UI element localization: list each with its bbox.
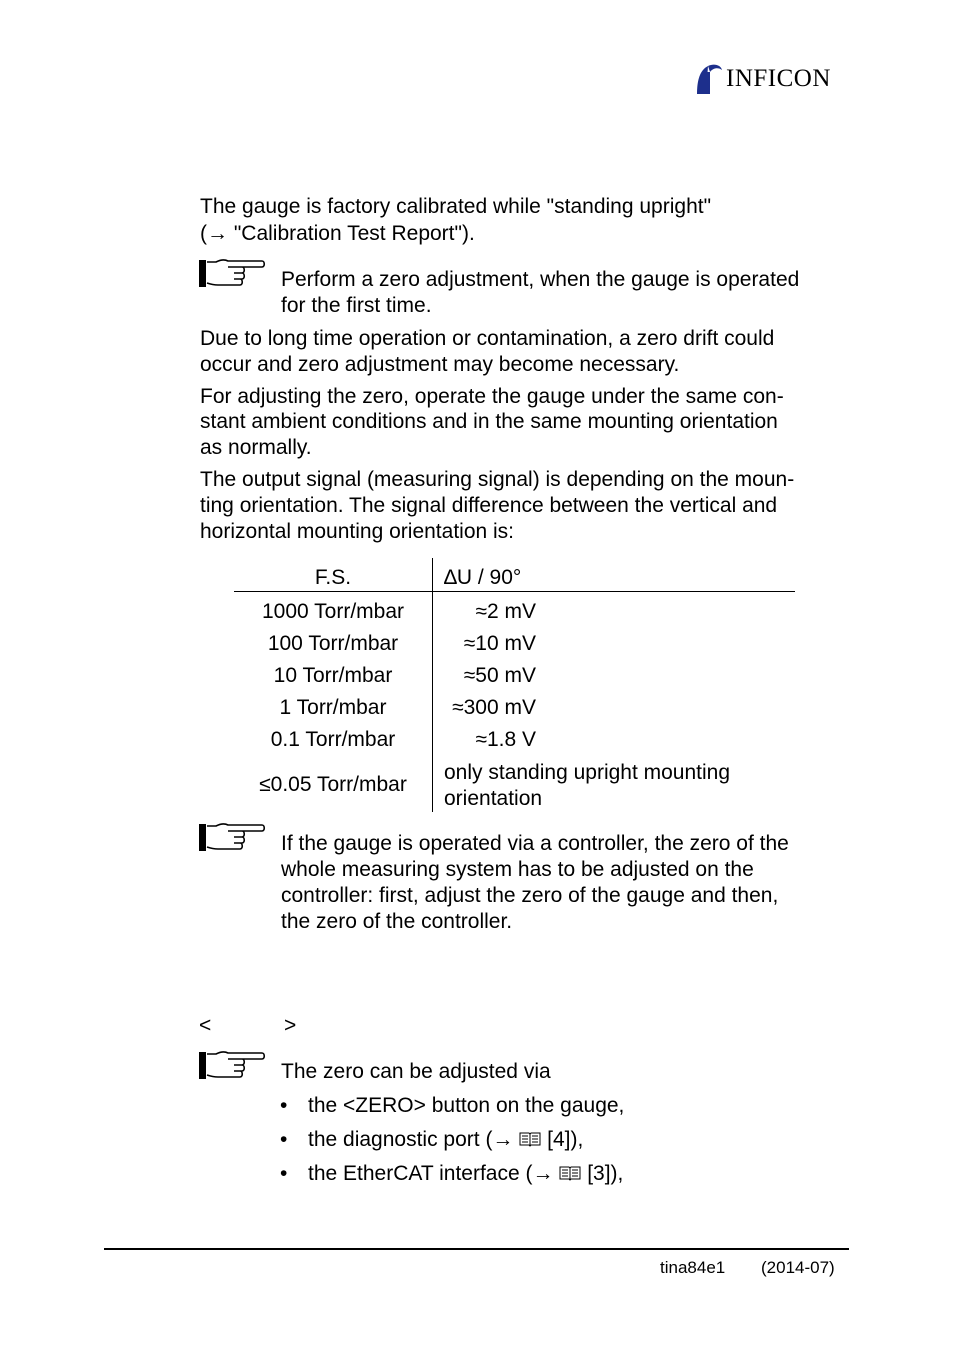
pointing-hand-icon [198, 1050, 266, 1082]
bullet-diagnostic-port [308, 1127, 583, 1153]
para2-line-1: For adjusting the zero, operate the gauge under the same con- [200, 385, 784, 408]
table-header-fs: F.S. [314, 566, 352, 589]
table-cell-du-0-05-line-1: only standing upright mounting [444, 761, 731, 784]
book-icon [559, 1165, 581, 1181]
logo-wordmark: INFICON [726, 65, 831, 92]
para3-line-2: ting orientation. The signal difference between the vertical and [200, 494, 778, 517]
table-column-divider [432, 558, 433, 812]
note2-line-1: If the gauge is operated via a controller, the zero of the [281, 832, 789, 855]
para1-line-1: Due to long time operation or contamination, a zero drift could [200, 327, 775, 350]
note2-line-4: the zero of the controller. [281, 910, 513, 933]
bullet-ethercat-text: the EtherCAT interface (→ [308, 1162, 554, 1185]
footer-doc-id: tina84e1 [660, 1258, 726, 1277]
bullet-symbol: • [280, 1094, 288, 1117]
table-cell-du-1: ≈300 mV [452, 696, 536, 719]
para2-line-3: as normally. [200, 436, 312, 459]
bullet-ethercat-ref: [3]), [587, 1162, 624, 1185]
para3-line-3: horizontal mounting orientation is: [200, 520, 515, 543]
note1-line-1: Perform a zero adjustment, when the gauge is operated [281, 268, 800, 291]
table-header-rule [234, 591, 795, 592]
table-header-delta-u: ∆U / 90° [444, 566, 522, 589]
note2-line-2: whole measuring system has to be adjusted on the [281, 858, 754, 881]
table-cell-fs-100: 100 Torr/mbar [267, 632, 399, 655]
para2-line-2: stant ambient conditions and in the same mounting orientation [200, 410, 778, 433]
inficon-logo-icon [694, 62, 724, 96]
intro-line-2: (→ "Calibration Test Report"). [200, 222, 475, 245]
bullet-ethercat [308, 1161, 623, 1187]
note2-line-3: controller: first, adjust the zero of the gauge and then, [281, 884, 779, 907]
table-cell-du-10: ≈50 mV [463, 664, 536, 687]
table-cell-du-0-1: ≈1.8 V [475, 728, 536, 751]
bullet-symbol: • [280, 1128, 288, 1151]
pointing-hand-icon [198, 258, 266, 290]
table-cell-fs-0-1: 0.1 Torr/mbar [270, 728, 396, 751]
para1-line-2: occur and zero adjustment may become necessary. [200, 353, 680, 376]
note1-line-2: for the first time. [281, 294, 432, 317]
section-bracket-open: < [199, 1014, 212, 1037]
book-icon [519, 1131, 541, 1147]
bullet-diagnostic-port-ref: [4]), [547, 1128, 584, 1151]
footer-rule [104, 1248, 849, 1250]
table-cell-fs-0-05: ≤0.05 Torr/mbar [259, 773, 407, 796]
pointing-hand-icon [198, 822, 266, 854]
bullet-diagnostic-port-text: the diagnostic port (→ [308, 1128, 514, 1151]
table-cell-du-0-05-line-2: orientation [444, 787, 543, 810]
note3-line-1: The zero can be adjusted via [281, 1060, 551, 1083]
intro-line-1: The gauge is factory calibrated while "standing upright" [200, 195, 712, 218]
section-bracket-close: > [284, 1014, 297, 1037]
inficon-logo [694, 62, 831, 96]
bullet-symbol: • [280, 1162, 288, 1185]
table-cell-du-1000: ≈2 mV [475, 600, 536, 623]
table-cell-fs-1000: 1000 Torr/mbar [261, 600, 405, 623]
bullet-zero-button: the <ZERO> button on the gauge, [308, 1094, 625, 1117]
para3-line-1: The output signal (measuring signal) is depending on the moun- [200, 468, 795, 491]
table-cell-du-100: ≈10 mV [463, 632, 536, 655]
table-cell-fs-10: 10 Torr/mbar [273, 664, 393, 687]
table-cell-fs-1: 1 Torr/mbar [279, 696, 387, 719]
footer-date: (2014-07) [761, 1258, 835, 1277]
